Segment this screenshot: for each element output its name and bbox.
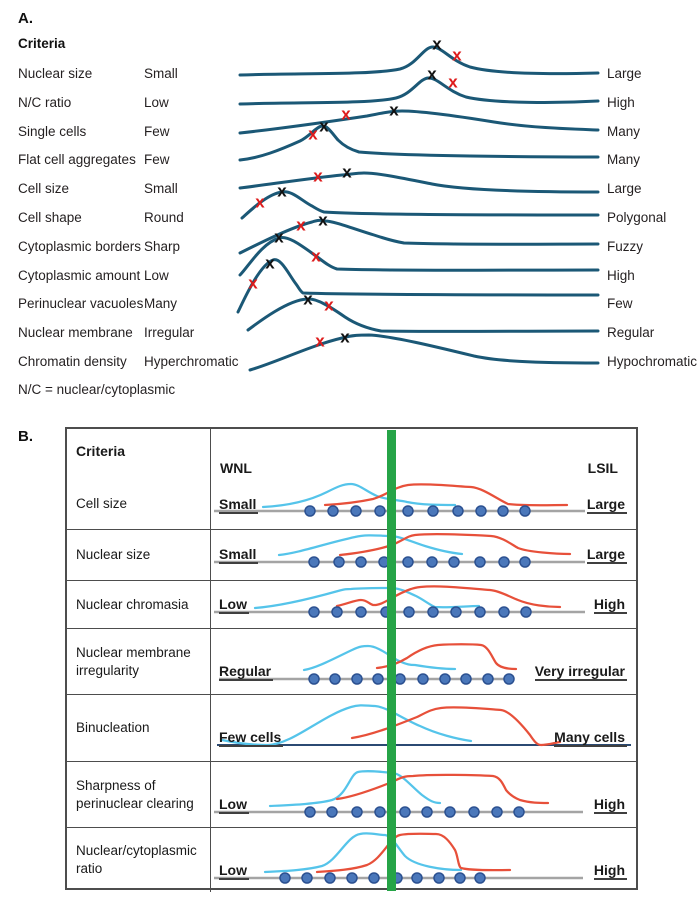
cell-dot <box>520 506 530 516</box>
panel-a-criterion-label: Single cells <box>18 123 87 139</box>
panel-b-rows <box>67 479 636 892</box>
black-x-marker: x <box>319 116 329 136</box>
row-right-anchor-label: High <box>593 862 625 878</box>
red-x-marker: x <box>308 124 318 144</box>
table-row <box>67 761 636 827</box>
criterion-curve <box>240 78 598 104</box>
row-left-anchor-label: Low <box>219 796 247 812</box>
cell-dot <box>347 873 357 883</box>
cell-dot <box>428 607 438 617</box>
table-row <box>67 628 636 694</box>
row-right-anchor-label: High <box>593 796 625 812</box>
cell-dot <box>453 506 463 516</box>
cell-dot <box>475 873 485 883</box>
panel-a-label: A. <box>18 10 33 27</box>
cell-dot <box>302 873 312 883</box>
cell-dot <box>445 807 455 817</box>
row-spectrum-cell <box>211 695 636 761</box>
cell-dot <box>373 674 383 684</box>
black-x-marker: x <box>342 162 352 182</box>
spectrum-plot <box>211 479 638 527</box>
panel-a-high-end-label: Regular <box>607 325 655 341</box>
row-spectrum-cell <box>211 629 636 694</box>
row-right-anchor-label: Very irregular <box>534 663 625 679</box>
panel-a-low-end-label: Few <box>144 123 170 139</box>
cell-dot <box>514 807 524 817</box>
red-x-marker: x <box>296 215 306 235</box>
black-x-marker: x <box>340 327 350 347</box>
spectrum-plot <box>211 762 638 826</box>
cell-dot <box>356 607 366 617</box>
lsil-curve <box>317 834 510 872</box>
black-x-marker: x <box>318 210 328 230</box>
cell-dot <box>375 506 385 516</box>
row-criterion-label: Nuclear membrane irregularity <box>67 629 211 694</box>
row-left-anchor-label: Low <box>219 862 247 878</box>
cell-dot <box>440 674 450 684</box>
wnl-curve <box>263 484 455 507</box>
black-x-marker: x <box>427 64 437 84</box>
row-left-anchor-label: Small <box>219 546 257 562</box>
table-row <box>67 827 636 892</box>
cell-dot <box>332 607 342 617</box>
cell-dot <box>403 506 413 516</box>
row-spectrum-cell <box>211 762 636 827</box>
cell-dot <box>309 674 319 684</box>
cell-dot <box>476 506 486 516</box>
criterion-curve <box>240 126 598 160</box>
black-x-marker: x <box>274 227 284 247</box>
row-spectrum-cell <box>211 828 636 892</box>
spectrum-plot <box>211 629 638 693</box>
row-criterion-label: Cell size <box>67 479 211 529</box>
panel-a-criterion-label: Chromatin density <box>18 354 127 369</box>
criterion-curve <box>248 299 598 332</box>
black-x-marker: x <box>432 36 442 54</box>
cell-dot <box>305 807 315 817</box>
lsil-curve <box>337 586 560 607</box>
row-criterion-label: Nuclear size <box>67 530 211 580</box>
panel-a-criterion-label: Cytoplasmic amount <box>18 267 141 283</box>
panel-a-criteria-header: Criteria <box>18 36 66 51</box>
cell-dot <box>395 674 405 684</box>
row-left-anchor-label: Few cells <box>219 729 282 745</box>
lsil-curve <box>340 534 570 555</box>
wnl-curve <box>255 588 479 608</box>
panel-b-criteria-header: Criteria <box>67 429 211 479</box>
row-left-anchor-label: Low <box>219 596 247 612</box>
panel-a-low-end-label: Small <box>144 181 178 197</box>
red-x-marker: x <box>324 295 334 315</box>
criterion-curve <box>242 192 598 218</box>
panel-a-high-end-label: Many <box>607 152 641 168</box>
panel-a-low-end-label: Many <box>144 296 178 312</box>
panel-a-footnote: N/C = nuclear/cytoplasmic <box>18 382 176 397</box>
panel-a-criterion-label: Nuclear membrane <box>18 325 133 341</box>
cell-dot <box>280 873 290 883</box>
panel-a-criterion-label: Cytoplasmic borders <box>18 238 142 254</box>
row-right-anchor-label: Many cells <box>554 729 625 745</box>
criterion-curve <box>240 220 598 253</box>
panel-a-criterion-label: Nuclear size <box>18 66 93 81</box>
panel-a-curves <box>232 36 604 381</box>
cell-dot <box>499 607 509 617</box>
panel-a-low-end-label: Low <box>144 94 169 110</box>
cell-dot <box>400 807 410 817</box>
cell-dot <box>520 557 530 567</box>
black-x-marker: x <box>265 253 275 273</box>
cell-dot <box>418 674 428 684</box>
cell-dot <box>352 674 362 684</box>
cell-dot <box>412 873 422 883</box>
cell-dot <box>305 506 315 516</box>
table-row <box>67 479 636 529</box>
cell-dot <box>334 557 344 567</box>
panel-a-high-end-label: High <box>607 94 635 110</box>
red-x-marker: x <box>448 72 458 92</box>
panel-a-high-end-label: High <box>607 267 635 283</box>
green-divider-line <box>387 430 396 891</box>
cell-dot <box>351 506 361 516</box>
panel-a-high-end-label: Large <box>607 66 642 81</box>
cell-dot <box>469 807 479 817</box>
cell-dot <box>449 557 459 567</box>
panel-b-label: B. <box>18 428 33 445</box>
table-row <box>67 694 636 761</box>
row-left-anchor-label: Small <box>219 496 257 512</box>
row-criterion-label: Binucleation <box>67 695 211 761</box>
cell-dot <box>483 674 493 684</box>
panel-b-header-row <box>67 429 636 479</box>
panel-a-low-end-label: Small <box>144 66 178 81</box>
lsil-curve <box>377 644 516 669</box>
wnl-header-label: WNL <box>220 460 252 476</box>
cell-dot <box>330 674 340 684</box>
wnl-curve <box>279 535 462 555</box>
cell-dot <box>427 557 437 567</box>
table-row <box>67 529 636 580</box>
row-spectrum-cell <box>211 530 636 580</box>
criterion-curve <box>240 111 598 133</box>
cell-dot <box>492 807 502 817</box>
cell-dot <box>325 873 335 883</box>
wnl-curve <box>304 646 455 670</box>
panel-a-low-end-label: Round <box>144 210 184 225</box>
panel-a-criterion-label: Perinuclear vacuoles <box>18 296 144 312</box>
spectrum-plot <box>211 695 638 760</box>
cell-dot <box>369 873 379 883</box>
table-row <box>67 580 636 628</box>
black-x-marker: x <box>303 289 313 309</box>
row-spectrum-cell <box>211 581 636 628</box>
cell-dot <box>404 607 414 617</box>
red-x-marker: x <box>341 104 351 124</box>
cell-dot <box>422 807 432 817</box>
panel-a-criterion-label: Cell shape <box>18 210 82 225</box>
criterion-curve <box>240 173 598 192</box>
panel-a-high-end-label: Fuzzy <box>607 238 644 254</box>
red-x-marker: x <box>452 45 462 65</box>
cell-dot <box>356 557 366 567</box>
cell-dot <box>499 557 509 567</box>
row-criterion-label: Nuclear/cytoplasmic ratio <box>67 828 211 892</box>
cell-dot <box>327 807 337 817</box>
panel-a-low-end-label: Few <box>144 152 170 168</box>
cell-dot <box>375 807 385 817</box>
cell-dot <box>461 674 471 684</box>
cell-dot <box>504 674 514 684</box>
panel-a-criterion-label: N/C ratio <box>18 94 72 110</box>
spectrum-plot <box>211 828 638 891</box>
lsil-header-label: LSIL <box>587 460 618 476</box>
row-spectrum-cell <box>211 479 636 529</box>
panel-a-criterion-label: Flat cell aggregates <box>18 152 136 168</box>
black-x-marker: x <box>389 100 399 120</box>
cell-dot <box>475 557 485 567</box>
criterion-curve <box>240 47 598 75</box>
panel-a-high-end-label: Few <box>607 296 633 312</box>
row-right-anchor-label: Large <box>586 496 625 512</box>
panel-a-high-end-label: Many <box>607 123 641 139</box>
black-x-marker: x <box>277 181 287 201</box>
row-criterion-label: Nuclear chromasia <box>67 581 211 628</box>
panel-a-low-end-label: Low <box>144 267 169 283</box>
row-right-anchor-label: High <box>593 596 625 612</box>
cell-dot <box>328 506 338 516</box>
panel-a-low-end-label: Hyperchromatic <box>144 354 239 369</box>
panel-a-low-end-label: Irregular <box>144 325 195 341</box>
panel-a-high-end-label: Hypochromatic <box>607 354 698 369</box>
cell-dot <box>352 807 362 817</box>
cell-dot <box>403 557 413 567</box>
cell-dot <box>428 506 438 516</box>
panel-a-high-end-label: Polygonal <box>607 210 667 225</box>
red-x-marker: x <box>255 192 265 212</box>
cell-dot <box>521 607 531 617</box>
spectrum-plot <box>211 530 638 579</box>
red-x-marker: x <box>313 166 323 186</box>
row-right-anchor-label: Large <box>586 546 625 562</box>
lsil-curve <box>337 775 548 803</box>
panel-a-low-end-label: Sharp <box>144 238 181 254</box>
row-criterion-label: Sharpness of perinuclear clearing <box>67 762 211 827</box>
cell-dot <box>451 607 461 617</box>
cell-dot <box>434 873 444 883</box>
cell-dot <box>309 607 319 617</box>
panel-b-table <box>65 427 638 890</box>
panel-b-scale-header <box>211 429 636 479</box>
spectrum-plot <box>211 581 638 627</box>
cell-dot <box>309 557 319 567</box>
red-x-marker: x <box>248 273 258 293</box>
red-x-marker: x <box>311 246 321 266</box>
cell-dot <box>498 506 508 516</box>
red-x-marker: x <box>315 331 325 351</box>
cell-dot <box>455 873 465 883</box>
panel-a-high-end-label: Large <box>607 181 642 197</box>
panel-a-criterion-label: Cell size <box>18 181 70 197</box>
row-left-anchor-label: Regular <box>219 663 272 679</box>
cell-dot <box>475 607 485 617</box>
criterion-curve <box>250 335 598 370</box>
